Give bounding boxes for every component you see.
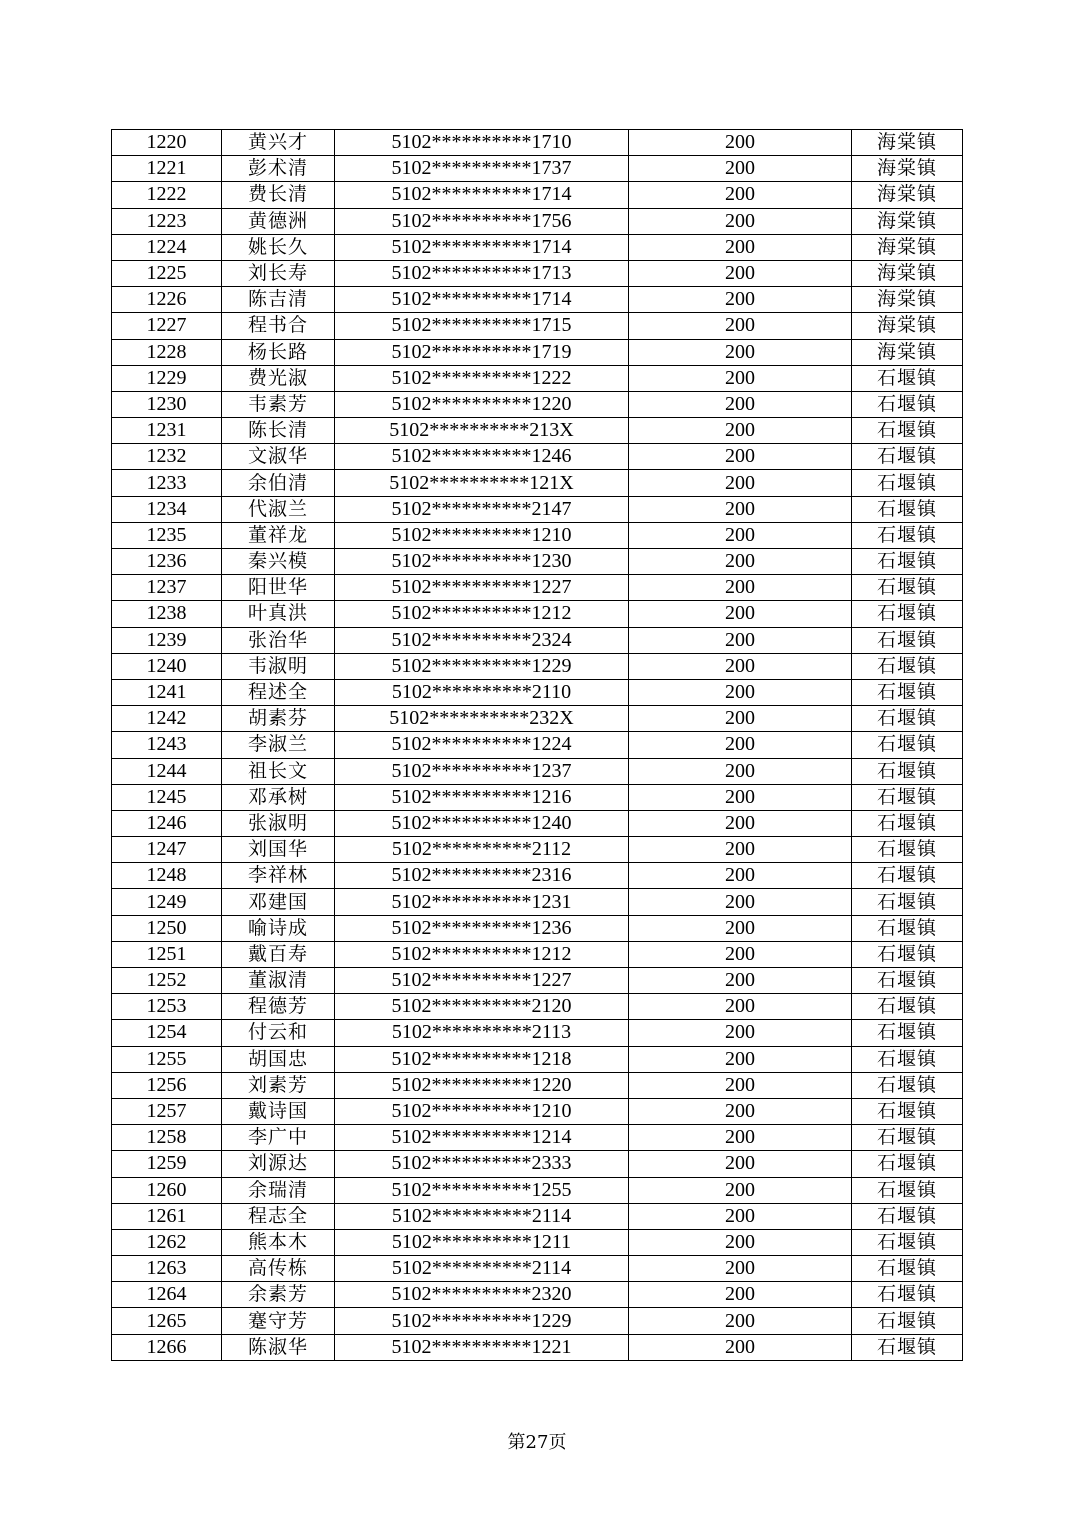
table-row bbox=[112, 1125, 963, 1151]
amount-cell: 200 bbox=[629, 182, 852, 208]
town-cell: 石堰镇 bbox=[852, 653, 963, 679]
table-row bbox=[112, 1308, 963, 1334]
row-number-cell: 1256 bbox=[112, 1072, 222, 1098]
amount-cell: 200 bbox=[629, 941, 852, 967]
amount-cell: 200 bbox=[629, 208, 852, 234]
row-number-cell: 1225 bbox=[112, 260, 222, 286]
table-row bbox=[112, 1177, 963, 1203]
row-number-cell: 1239 bbox=[112, 627, 222, 653]
table-row bbox=[112, 1072, 963, 1098]
town-cell: 石堰镇 bbox=[852, 1334, 963, 1360]
id-number-cell: 5102**********1756 bbox=[335, 208, 629, 234]
id-number-cell: 5102**********121X bbox=[335, 470, 629, 496]
amount-cell: 200 bbox=[629, 130, 852, 156]
row-number-cell: 1224 bbox=[112, 234, 222, 260]
amount-cell: 200 bbox=[629, 1282, 852, 1308]
name-cell: 彭术清 bbox=[222, 156, 335, 182]
name-cell: 韦淑明 bbox=[222, 653, 335, 679]
id-number-cell: 5102**********1236 bbox=[335, 915, 629, 941]
town-cell: 石堰镇 bbox=[852, 444, 963, 470]
amount-cell: 200 bbox=[629, 1203, 852, 1229]
name-cell: 余伯清 bbox=[222, 470, 335, 496]
name-cell: 李祥林 bbox=[222, 863, 335, 889]
id-number-cell: 5102**********1255 bbox=[335, 1177, 629, 1203]
amount-cell: 200 bbox=[629, 1098, 852, 1124]
row-number-cell: 1244 bbox=[112, 758, 222, 784]
town-cell: 石堰镇 bbox=[852, 418, 963, 444]
town-cell: 海棠镇 bbox=[852, 208, 963, 234]
table-row bbox=[112, 1151, 963, 1177]
name-cell: 代淑兰 bbox=[222, 496, 335, 522]
id-number-cell: 5102**********1227 bbox=[335, 968, 629, 994]
id-number-cell: 5102**********1212 bbox=[335, 601, 629, 627]
name-cell: 付云和 bbox=[222, 1020, 335, 1046]
amount-cell: 200 bbox=[629, 863, 852, 889]
id-number-cell: 5102**********1714 bbox=[335, 234, 629, 260]
table-row bbox=[112, 1020, 963, 1046]
town-cell: 石堰镇 bbox=[852, 968, 963, 994]
id-number-cell: 5102**********1714 bbox=[335, 287, 629, 313]
town-cell: 石堰镇 bbox=[852, 1125, 963, 1151]
table-row bbox=[112, 810, 963, 836]
town-cell: 海棠镇 bbox=[852, 260, 963, 286]
town-cell: 石堰镇 bbox=[852, 1098, 963, 1124]
id-number-cell: 5102**********1218 bbox=[335, 1046, 629, 1072]
table-row bbox=[112, 653, 963, 679]
amount-cell: 200 bbox=[629, 601, 852, 627]
row-number-cell: 1246 bbox=[112, 810, 222, 836]
town-cell: 海棠镇 bbox=[852, 130, 963, 156]
name-cell: 董淑清 bbox=[222, 968, 335, 994]
id-number-cell: 5102**********2320 bbox=[335, 1282, 629, 1308]
amount-cell: 200 bbox=[629, 444, 852, 470]
town-cell: 石堰镇 bbox=[852, 863, 963, 889]
id-number-cell: 5102**********1212 bbox=[335, 941, 629, 967]
amount-cell: 200 bbox=[629, 784, 852, 810]
town-cell: 石堰镇 bbox=[852, 496, 963, 522]
name-cell: 胡国忠 bbox=[222, 1046, 335, 1072]
row-number-cell: 1259 bbox=[112, 1151, 222, 1177]
row-number-cell: 1253 bbox=[112, 994, 222, 1020]
town-cell: 石堰镇 bbox=[852, 1072, 963, 1098]
id-number-cell: 5102**********213X bbox=[335, 418, 629, 444]
id-number-cell: 5102**********1715 bbox=[335, 313, 629, 339]
name-cell: 程德芳 bbox=[222, 994, 335, 1020]
roster-table bbox=[111, 129, 963, 1361]
amount-cell: 200 bbox=[629, 313, 852, 339]
id-number-cell: 5102**********1227 bbox=[335, 575, 629, 601]
amount-cell: 200 bbox=[629, 653, 852, 679]
town-cell: 石堰镇 bbox=[852, 941, 963, 967]
town-cell: 石堰镇 bbox=[852, 1020, 963, 1046]
amount-cell: 200 bbox=[629, 810, 852, 836]
amount-cell: 200 bbox=[629, 1334, 852, 1360]
table-row bbox=[112, 915, 963, 941]
id-number-cell: 5102**********2147 bbox=[335, 496, 629, 522]
row-number-cell: 1226 bbox=[112, 287, 222, 313]
table-row bbox=[112, 706, 963, 732]
table-row bbox=[112, 156, 963, 182]
amount-cell: 200 bbox=[629, 1229, 852, 1255]
name-cell: 陈长清 bbox=[222, 418, 335, 444]
table-row bbox=[112, 994, 963, 1020]
name-cell: 张治华 bbox=[222, 627, 335, 653]
row-number-cell: 1231 bbox=[112, 418, 222, 444]
id-number-cell: 5102**********1210 bbox=[335, 522, 629, 548]
town-cell: 石堰镇 bbox=[852, 1151, 963, 1177]
table-row bbox=[112, 182, 963, 208]
id-number-cell: 5102**********1714 bbox=[335, 182, 629, 208]
name-cell: 李淑兰 bbox=[222, 732, 335, 758]
amount-cell: 200 bbox=[629, 575, 852, 601]
town-cell: 海棠镇 bbox=[852, 182, 963, 208]
name-cell: 陈淑华 bbox=[222, 1334, 335, 1360]
name-cell: 蹇守芳 bbox=[222, 1308, 335, 1334]
table-row bbox=[112, 391, 963, 417]
town-cell: 石堰镇 bbox=[852, 706, 963, 732]
town-cell: 石堰镇 bbox=[852, 391, 963, 417]
town-cell: 石堰镇 bbox=[852, 810, 963, 836]
town-cell: 石堰镇 bbox=[852, 365, 963, 391]
row-number-cell: 1254 bbox=[112, 1020, 222, 1046]
name-cell: 韦素芳 bbox=[222, 391, 335, 417]
amount-cell: 200 bbox=[629, 1125, 852, 1151]
amount-cell: 200 bbox=[629, 706, 852, 732]
row-number-cell: 1223 bbox=[112, 208, 222, 234]
amount-cell: 200 bbox=[629, 758, 852, 784]
id-number-cell: 5102**********2110 bbox=[335, 679, 629, 705]
row-number-cell: 1258 bbox=[112, 1125, 222, 1151]
amount-cell: 200 bbox=[629, 915, 852, 941]
table-row bbox=[112, 1046, 963, 1072]
town-cell: 石堰镇 bbox=[852, 915, 963, 941]
row-number-cell: 1249 bbox=[112, 889, 222, 915]
name-cell: 程志全 bbox=[222, 1203, 335, 1229]
town-cell: 石堰镇 bbox=[852, 627, 963, 653]
town-cell: 石堰镇 bbox=[852, 575, 963, 601]
table-row bbox=[112, 601, 963, 627]
amount-cell: 200 bbox=[629, 522, 852, 548]
id-number-cell: 5102**********1710 bbox=[335, 130, 629, 156]
town-cell: 石堰镇 bbox=[852, 601, 963, 627]
amount-cell: 200 bbox=[629, 470, 852, 496]
name-cell: 喻诗成 bbox=[222, 915, 335, 941]
row-number-cell: 1232 bbox=[112, 444, 222, 470]
amount-cell: 200 bbox=[629, 1046, 852, 1072]
row-number-cell: 1257 bbox=[112, 1098, 222, 1124]
id-number-cell: 5102**********2112 bbox=[335, 837, 629, 863]
name-cell: 余素芳 bbox=[222, 1282, 335, 1308]
name-cell: 程书合 bbox=[222, 313, 335, 339]
name-cell: 熊本木 bbox=[222, 1229, 335, 1255]
table-row bbox=[112, 1282, 963, 1308]
name-cell: 刘素芳 bbox=[222, 1072, 335, 1098]
row-number-cell: 1264 bbox=[112, 1282, 222, 1308]
table-row bbox=[112, 758, 963, 784]
amount-cell: 200 bbox=[629, 418, 852, 444]
name-cell: 戴诗国 bbox=[222, 1098, 335, 1124]
row-number-cell: 1222 bbox=[112, 182, 222, 208]
town-cell: 石堰镇 bbox=[852, 522, 963, 548]
row-number-cell: 1251 bbox=[112, 941, 222, 967]
table-row bbox=[112, 339, 963, 365]
id-number-cell: 5102**********1224 bbox=[335, 732, 629, 758]
id-number-cell: 5102**********1229 bbox=[335, 653, 629, 679]
id-number-cell: 5102**********2114 bbox=[335, 1256, 629, 1282]
amount-cell: 200 bbox=[629, 549, 852, 575]
table-row bbox=[112, 1256, 963, 1282]
town-cell: 石堰镇 bbox=[852, 1282, 963, 1308]
table-row bbox=[112, 627, 963, 653]
amount-cell: 200 bbox=[629, 1308, 852, 1334]
row-number-cell: 1245 bbox=[112, 784, 222, 810]
id-number-cell: 5102**********232X bbox=[335, 706, 629, 732]
name-cell: 程述全 bbox=[222, 679, 335, 705]
row-number-cell: 1242 bbox=[112, 706, 222, 732]
table-row bbox=[112, 365, 963, 391]
id-number-cell: 5102**********1737 bbox=[335, 156, 629, 182]
name-cell: 祖长文 bbox=[222, 758, 335, 784]
town-cell: 石堰镇 bbox=[852, 1229, 963, 1255]
name-cell: 董祥龙 bbox=[222, 522, 335, 548]
town-cell: 海棠镇 bbox=[852, 234, 963, 260]
row-number-cell: 1220 bbox=[112, 130, 222, 156]
name-cell: 李广中 bbox=[222, 1125, 335, 1151]
row-number-cell: 1255 bbox=[112, 1046, 222, 1072]
name-cell: 阳世华 bbox=[222, 575, 335, 601]
id-number-cell: 5102**********1221 bbox=[335, 1334, 629, 1360]
id-number-cell: 5102**********1220 bbox=[335, 391, 629, 417]
name-cell: 黄兴才 bbox=[222, 130, 335, 156]
town-cell: 石堰镇 bbox=[852, 1177, 963, 1203]
town-cell: 石堰镇 bbox=[852, 758, 963, 784]
id-number-cell: 5102**********1220 bbox=[335, 1072, 629, 1098]
town-cell: 石堰镇 bbox=[852, 1308, 963, 1334]
table-row bbox=[112, 208, 963, 234]
id-number-cell: 5102**********2333 bbox=[335, 1151, 629, 1177]
id-number-cell: 5102**********1210 bbox=[335, 1098, 629, 1124]
amount-cell: 200 bbox=[629, 339, 852, 365]
table-row bbox=[112, 130, 963, 156]
table-row bbox=[112, 260, 963, 286]
page-number: 第27页 bbox=[507, 1432, 567, 1453]
row-number-cell: 1248 bbox=[112, 863, 222, 889]
amount-cell: 200 bbox=[629, 732, 852, 758]
amount-cell: 200 bbox=[629, 679, 852, 705]
table-row bbox=[112, 863, 963, 889]
table-row bbox=[112, 313, 963, 339]
amount-cell: 200 bbox=[629, 1177, 852, 1203]
table-row bbox=[112, 234, 963, 260]
id-number-cell: 5102**********1237 bbox=[335, 758, 629, 784]
town-cell: 石堰镇 bbox=[852, 994, 963, 1020]
row-number-cell: 1250 bbox=[112, 915, 222, 941]
table-row bbox=[112, 784, 963, 810]
id-number-cell: 5102**********2316 bbox=[335, 863, 629, 889]
row-number-cell: 1233 bbox=[112, 470, 222, 496]
town-cell: 石堰镇 bbox=[852, 1046, 963, 1072]
table-row bbox=[112, 1203, 963, 1229]
town-cell: 海棠镇 bbox=[852, 313, 963, 339]
town-cell: 海棠镇 bbox=[852, 339, 963, 365]
row-number-cell: 1240 bbox=[112, 653, 222, 679]
table-row bbox=[112, 549, 963, 575]
amount-cell: 200 bbox=[629, 1072, 852, 1098]
id-number-cell: 5102**********1230 bbox=[335, 549, 629, 575]
amount-cell: 200 bbox=[629, 627, 852, 653]
name-cell: 陈吉清 bbox=[222, 287, 335, 313]
row-number-cell: 1221 bbox=[112, 156, 222, 182]
table-row bbox=[112, 287, 963, 313]
row-number-cell: 1252 bbox=[112, 968, 222, 994]
table-row bbox=[112, 496, 963, 522]
name-cell: 杨长路 bbox=[222, 339, 335, 365]
amount-cell: 200 bbox=[629, 1151, 852, 1177]
id-number-cell: 5102**********1231 bbox=[335, 889, 629, 915]
table-row bbox=[112, 889, 963, 915]
table-row bbox=[112, 575, 963, 601]
amount-cell: 200 bbox=[629, 1020, 852, 1046]
row-number-cell: 1261 bbox=[112, 1203, 222, 1229]
town-cell: 石堰镇 bbox=[852, 549, 963, 575]
id-number-cell: 5102**********1719 bbox=[335, 339, 629, 365]
town-cell: 石堰镇 bbox=[852, 732, 963, 758]
amount-cell: 200 bbox=[629, 156, 852, 182]
row-number-cell: 1237 bbox=[112, 575, 222, 601]
row-number-cell: 1241 bbox=[112, 679, 222, 705]
table-row bbox=[112, 1334, 963, 1360]
name-cell: 文淑华 bbox=[222, 444, 335, 470]
id-number-cell: 5102**********1211 bbox=[335, 1229, 629, 1255]
name-cell: 余瑞清 bbox=[222, 1177, 335, 1203]
amount-cell: 200 bbox=[629, 365, 852, 391]
amount-cell: 200 bbox=[629, 889, 852, 915]
name-cell: 邓承树 bbox=[222, 784, 335, 810]
row-number-cell: 1243 bbox=[112, 732, 222, 758]
row-number-cell: 1262 bbox=[112, 1229, 222, 1255]
name-cell: 戴百寿 bbox=[222, 941, 335, 967]
table-body bbox=[112, 130, 963, 1361]
table-row bbox=[112, 732, 963, 758]
id-number-cell: 5102**********1240 bbox=[335, 810, 629, 836]
row-number-cell: 1227 bbox=[112, 313, 222, 339]
table-row bbox=[112, 1098, 963, 1124]
amount-cell: 200 bbox=[629, 287, 852, 313]
row-number-cell: 1263 bbox=[112, 1256, 222, 1282]
id-number-cell: 5102**********1246 bbox=[335, 444, 629, 470]
id-number-cell: 5102**********2113 bbox=[335, 1020, 629, 1046]
table-row bbox=[112, 837, 963, 863]
amount-cell: 200 bbox=[629, 260, 852, 286]
table-row bbox=[112, 444, 963, 470]
name-cell: 姚长久 bbox=[222, 234, 335, 260]
name-cell: 邓建国 bbox=[222, 889, 335, 915]
name-cell: 秦兴模 bbox=[222, 549, 335, 575]
name-cell: 叶真洪 bbox=[222, 601, 335, 627]
row-number-cell: 1229 bbox=[112, 365, 222, 391]
amount-cell: 200 bbox=[629, 391, 852, 417]
row-number-cell: 1247 bbox=[112, 837, 222, 863]
town-cell: 石堰镇 bbox=[852, 1203, 963, 1229]
table-row bbox=[112, 968, 963, 994]
row-number-cell: 1238 bbox=[112, 601, 222, 627]
row-number-cell: 1230 bbox=[112, 391, 222, 417]
row-number-cell: 1234 bbox=[112, 496, 222, 522]
id-number-cell: 5102**********1713 bbox=[335, 260, 629, 286]
row-number-cell: 1266 bbox=[112, 1334, 222, 1360]
table-row bbox=[112, 941, 963, 967]
town-cell: 石堰镇 bbox=[852, 837, 963, 863]
name-cell: 刘源达 bbox=[222, 1151, 335, 1177]
amount-cell: 200 bbox=[629, 496, 852, 522]
id-number-cell: 5102**********1229 bbox=[335, 1308, 629, 1334]
town-cell: 石堰镇 bbox=[852, 1256, 963, 1282]
table-row bbox=[112, 418, 963, 444]
amount-cell: 200 bbox=[629, 1256, 852, 1282]
id-number-cell: 5102**********2114 bbox=[335, 1203, 629, 1229]
id-number-cell: 5102**********1214 bbox=[335, 1125, 629, 1151]
id-number-cell: 5102**********1216 bbox=[335, 784, 629, 810]
row-number-cell: 1235 bbox=[112, 522, 222, 548]
name-cell: 张淑明 bbox=[222, 810, 335, 836]
amount-cell: 200 bbox=[629, 994, 852, 1020]
town-cell: 石堰镇 bbox=[852, 889, 963, 915]
table-row bbox=[112, 1229, 963, 1255]
amount-cell: 200 bbox=[629, 837, 852, 863]
name-cell: 高传栋 bbox=[222, 1256, 335, 1282]
name-cell: 刘国华 bbox=[222, 837, 335, 863]
name-cell: 费光淑 bbox=[222, 365, 335, 391]
name-cell: 费长清 bbox=[222, 182, 335, 208]
row-number-cell: 1228 bbox=[112, 339, 222, 365]
id-number-cell: 5102**********2324 bbox=[335, 627, 629, 653]
amount-cell: 200 bbox=[629, 968, 852, 994]
town-cell: 石堰镇 bbox=[852, 470, 963, 496]
row-number-cell: 1265 bbox=[112, 1308, 222, 1334]
name-cell: 刘长寿 bbox=[222, 260, 335, 286]
row-number-cell: 1236 bbox=[112, 549, 222, 575]
id-number-cell: 5102**********2120 bbox=[335, 994, 629, 1020]
town-cell: 石堰镇 bbox=[852, 679, 963, 705]
table-row bbox=[112, 679, 963, 705]
town-cell: 海棠镇 bbox=[852, 287, 963, 313]
amount-cell: 200 bbox=[629, 234, 852, 260]
table-row bbox=[112, 470, 963, 496]
row-number-cell: 1260 bbox=[112, 1177, 222, 1203]
town-cell: 海棠镇 bbox=[852, 156, 963, 182]
table-row bbox=[112, 522, 963, 548]
id-number-cell: 5102**********1222 bbox=[335, 365, 629, 391]
name-cell: 胡素芬 bbox=[222, 706, 335, 732]
town-cell: 石堰镇 bbox=[852, 784, 963, 810]
name-cell: 黄德洲 bbox=[222, 208, 335, 234]
